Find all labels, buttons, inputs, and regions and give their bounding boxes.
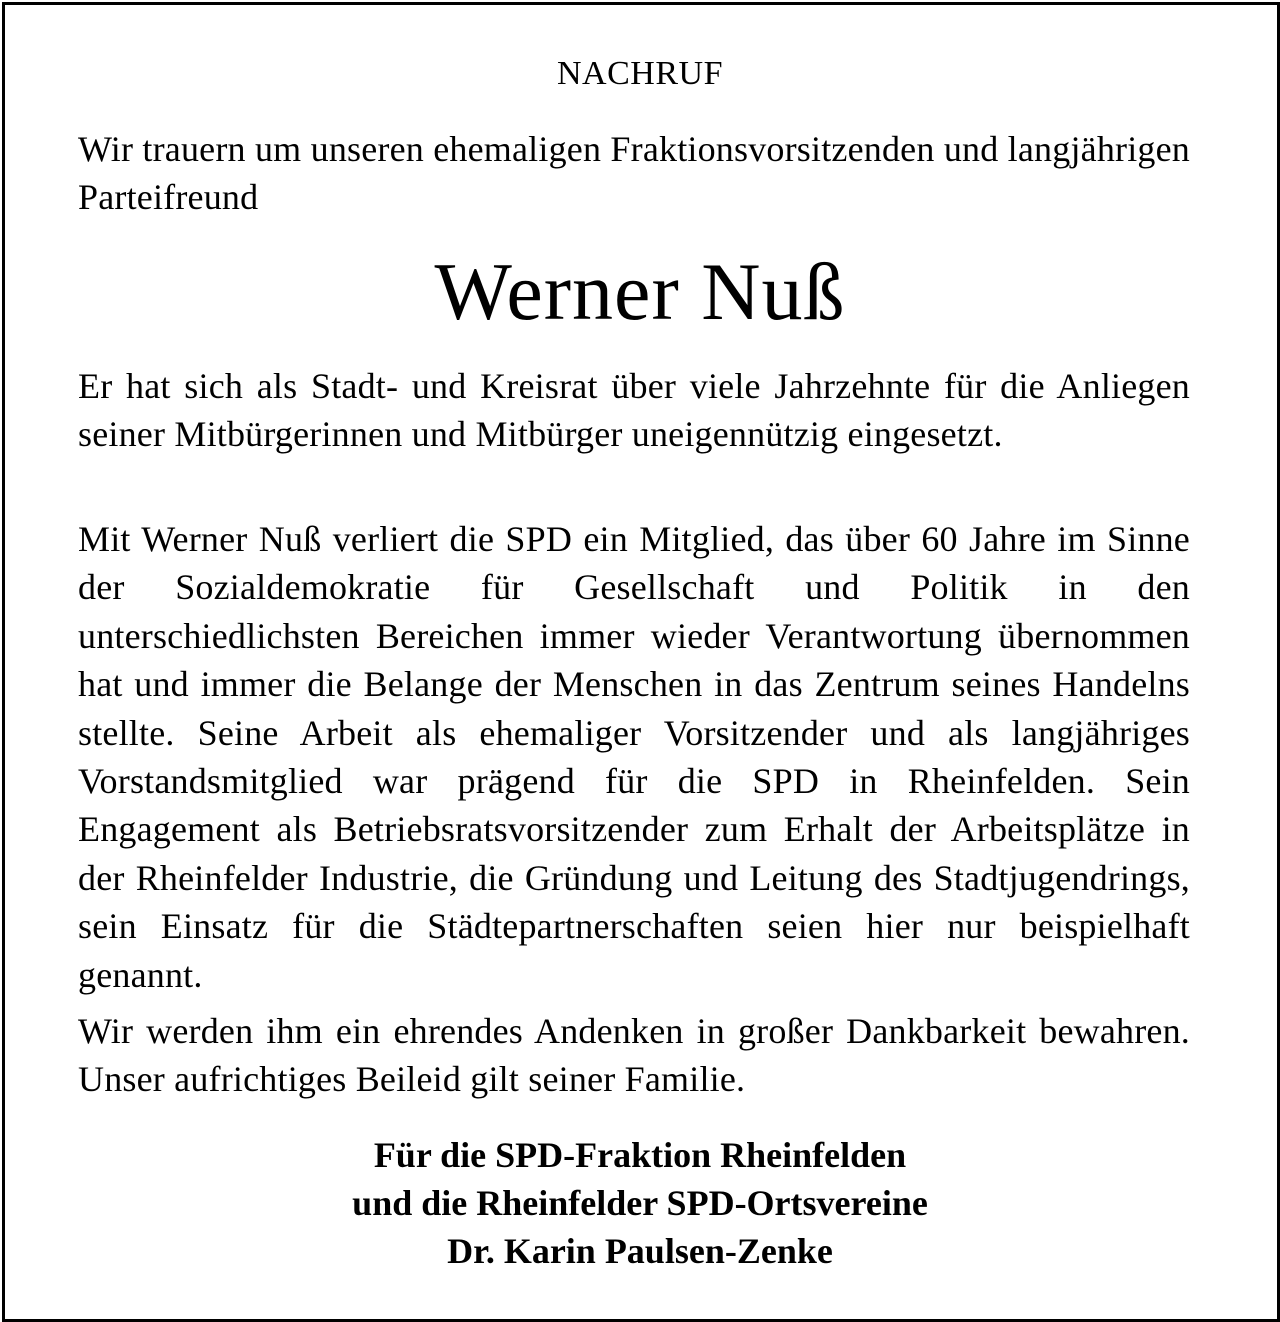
tribute-paragraph-3: Wir werden ihm ein ehrendes Andenken in großer Dankbarkeit bewahren. Unser aufrichtiges Beileid gilt seiner Familie. (78, 1011, 1190, 1100)
obituary-heading: NACHRUF (557, 55, 723, 92)
deceased-name: Werner Nuß (434, 246, 846, 337)
signature-block (0, 1131, 1280, 1275)
signature-line-signatory: Dr. Karin Paulsen-Zenke (447, 1231, 833, 1271)
signature-line-organization: Für die SPD-Fraktion Rheinfelden (373, 1135, 907, 1175)
signature-line-associations: und die Rheinfelder SPD-Ortsvereine (352, 1183, 928, 1223)
tribute-paragraph-1: Er hat sich als Stadt- und Kreisrat über viele Jahrzehnte für die Anliegen seiner Mitbürgerinnen und Mitbürger uneigennützig eingesetzt. (78, 366, 1190, 455)
tribute-paragraph-2: Mit Werner Nuß verliert die SPD ein Mitglied, das über 60 Jahre im Sinne der Sozialdemokratie für Gesellschaft und Politik in den unterschiedlichsten Bereichen immer wieder Verantwortung übernommen hat und immer die Belange der Menschen in das Zentrum seines Handelns stellte. Seine Arbeit als ehemaliger Vorsitzender und als langjähriges Vorstandsmitglied war prägend für die SPD in Rheinfelden. Sein Engagement als Betriebsratsvorsitzender zum Erhalt der Arbeitsplätze in der Rheinfelder Industrie, die Gründung und Leitung des Stadtjugendrings, sein Einsatz für die Städtepartnerschaften seien hier nur beispielhaft genannt. (78, 519, 1190, 995)
intro-text: Wir trauern um unseren ehemaligen Fraktionsvorsitzenden und langjährigen Parteifreund (78, 129, 1190, 218)
